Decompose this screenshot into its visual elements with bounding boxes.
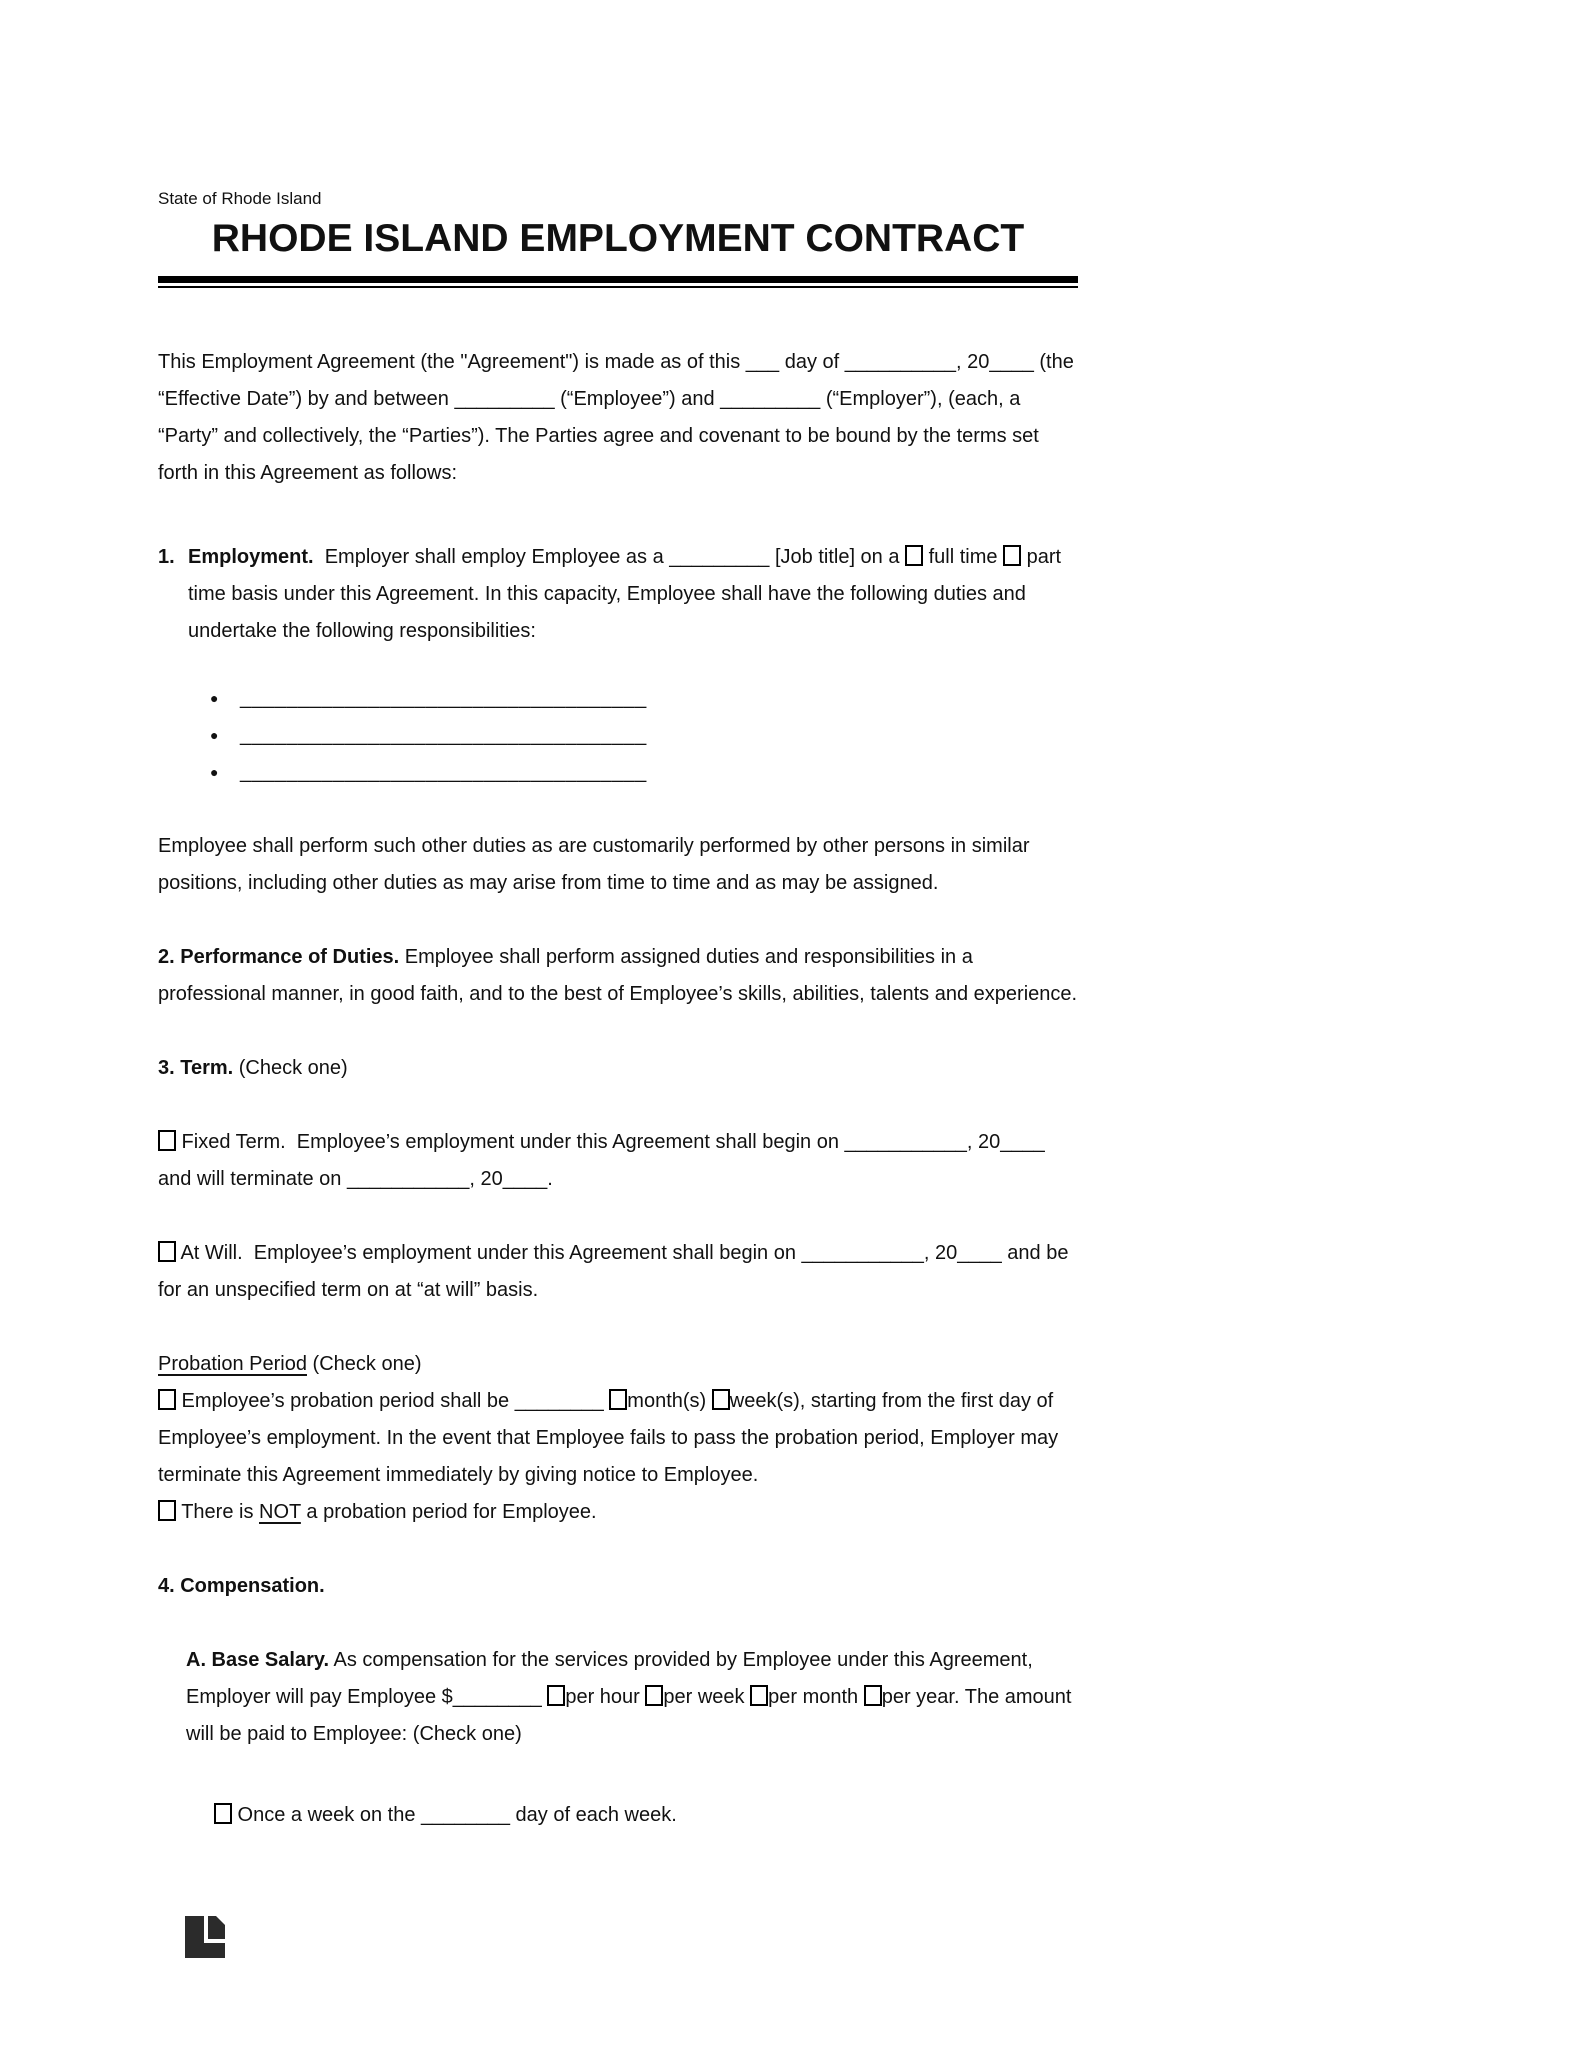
text-run: per week — [663, 1686, 751, 1708]
probation-option-none — [158, 1494, 1078, 1531]
text-run: Fixed Term. Employee’s employment under this Agreement shall begin on ___________, 20____ and will terminate on ___________, 20____. — [158, 1131, 1045, 1190]
text-run: As compensation for the services provided by Employee under this Agreement, Employer will pay Employee $________ — [186, 1649, 1033, 1708]
per-month-checkbox[interactable] — [750, 1685, 768, 1706]
duty-blank-line[interactable]: ___________________________________ — [240, 724, 647, 746]
other-duties-paragraph — [158, 828, 1078, 902]
fixed-term-checkbox[interactable] — [158, 1130, 176, 1151]
per-year-checkbox[interactable] — [864, 1685, 882, 1706]
duty-list-item — [210, 717, 1078, 754]
legal-templates-logo-icon — [185, 1916, 225, 1958]
months-checkbox[interactable] — [609, 1389, 627, 1410]
probation-period-checkbox[interactable] — [158, 1389, 176, 1410]
text-run: (Check one) — [233, 1057, 348, 1079]
bold-text-run: 3. Term. — [158, 1057, 234, 1079]
text-run: a probation period for Employee. — [300, 1501, 597, 1523]
duty-blank-line[interactable]: ___________________________________ — [240, 761, 647, 783]
duties-bullet-list — [158, 680, 1078, 791]
underlined-text-run: NOT — [259, 1501, 301, 1523]
title-rule-thick-line — [158, 276, 1078, 283]
text-run: Employee’s probation period shall be ________ — [176, 1390, 610, 1412]
base-salary-paragraph — [186, 1642, 1078, 1753]
bold-text-run: A. Base Salary. — [186, 1649, 330, 1671]
fixed-term-option — [158, 1124, 1078, 1198]
duty-blank-line[interactable]: ___________________________________ — [240, 687, 647, 709]
weeks-checkbox[interactable] — [712, 1389, 730, 1410]
section-4-compensation-heading — [158, 1568, 1078, 1605]
text-run: This Employment Agreement (the "Agreement") is made as of this ___ day of __________, 20____ (the “Effective Date”) by and between _________ (“Employee”) and _________ (“Employer”), (each, a “Party” and collectively, the “Parties”). The Parties agree and covenant to be bound by the terms set forth in this Agreement as follows: — [158, 351, 1074, 484]
bullet-icon: ● — [210, 690, 219, 706]
at-will-checkbox[interactable] — [158, 1241, 176, 1262]
text-run: full time — [923, 546, 1004, 568]
text-run: week(s), starting from the first day of Employee’s employment. In the event that Employee fails to pass the probation period, Employer may terminate this Agreement immediately by giving notice to Employee. — [158, 1390, 1059, 1486]
section-3-term-heading — [158, 1050, 1078, 1087]
text-run: Once a week on the ________ day of each week. — [232, 1804, 677, 1826]
bold-text-run: Employment. — [188, 546, 314, 568]
text-run: At Will. Employee’s employment under this Agreement shall begin on ___________, 20____ and be for an unspecified term on at “at will” basis. — [158, 1242, 1069, 1301]
per-hour-checkbox[interactable] — [547, 1685, 565, 1706]
state-label: State of Rhode Island — [158, 189, 322, 208]
text-run: Employee shall perform such other duties as are customarily performed by other persons in similar positions, including other duties as may arise from time to time and as may be assigned. — [158, 835, 1030, 894]
document-title: RHODE ISLAND EMPLOYMENT CONTRACT — [211, 217, 1025, 260]
part-time-checkbox[interactable] — [1003, 545, 1021, 566]
full-time-checkbox[interactable] — [905, 545, 923, 566]
section-1-number: 1. — [158, 546, 175, 568]
intro-paragraph — [158, 344, 1078, 492]
bold-text-run: 4. Compensation. — [158, 1575, 325, 1597]
text-run: Employee shall perform assigned duties and responsibilities in a professional manner, in good faith, and to the best of Employee’s skills, abilities, talents and experience. — [158, 946, 1078, 1005]
once-a-week-checkbox[interactable] — [214, 1803, 232, 1824]
text-run: per year. The amount will be paid to Employee: (Check one) — [186, 1686, 1072, 1745]
text-run: part time basis under this Agreement. In this capacity, Employee shall have the following duties and undertake the following responsibilities: — [188, 546, 1062, 642]
text-run: month(s) — [627, 1390, 712, 1412]
probation-option-duration — [158, 1383, 1078, 1494]
underlined-text-run: Probation Period — [158, 1353, 307, 1375]
text-run: per hour — [565, 1686, 646, 1708]
once-a-week-option — [214, 1797, 1078, 1834]
section-1-employment — [158, 539, 1078, 650]
section-2-performance-of-duties — [158, 939, 1078, 1013]
duty-list-item — [210, 680, 1078, 717]
bullet-icon: ● — [210, 764, 219, 780]
title-rule — [158, 276, 1078, 288]
text-run: (Check one) — [306, 1353, 422, 1375]
per-week-checkbox[interactable] — [645, 1685, 663, 1706]
text-run: per month — [768, 1686, 864, 1708]
bold-text-run: 2. Performance of Duties. — [158, 946, 400, 968]
bullet-icon: ● — [210, 727, 219, 743]
text-run: Employer shall employ Employee as a _________ [Job title] on a — [313, 546, 906, 568]
probation-period-heading — [158, 1346, 1078, 1383]
text-run: There is — [176, 1501, 259, 1523]
section-1-text — [188, 539, 1078, 650]
document-content — [158, 0, 1078, 1834]
duty-list-item — [210, 754, 1078, 791]
at-will-option — [158, 1235, 1078, 1309]
no-probation-checkbox[interactable] — [158, 1500, 176, 1521]
title-rule-thin-line — [158, 286, 1078, 288]
